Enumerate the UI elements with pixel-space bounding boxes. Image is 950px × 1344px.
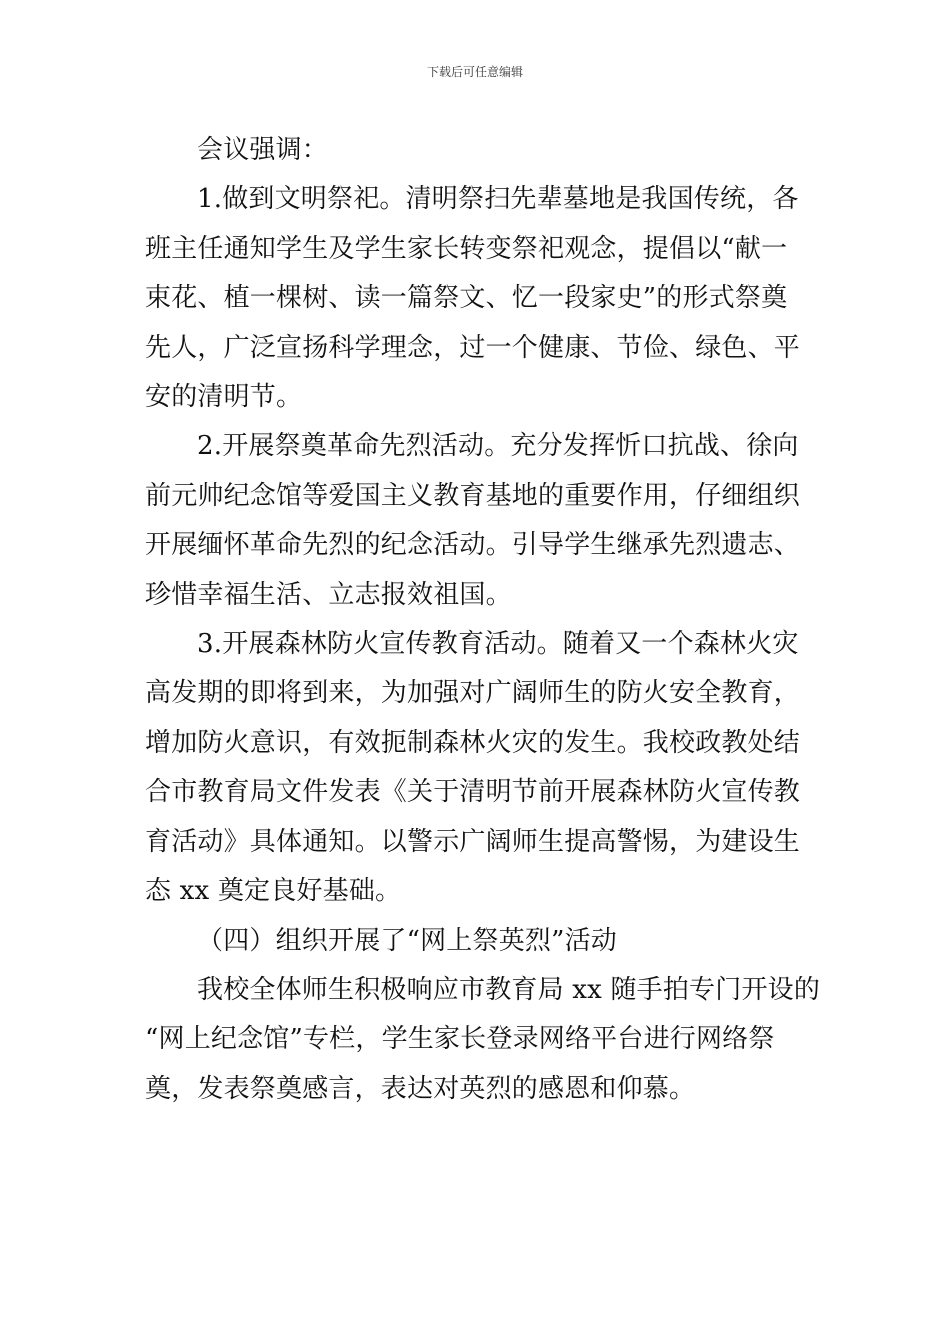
text-line: 育活动》具体通知。以警示广阔师生提高警惕，为建设生 [145,826,801,857]
section-heading-4 [145,917,807,966]
text-line: 班主任通知学生及学生家长转变祭祀观念，提倡以“献一 [145,233,788,264]
text-line: 会议强调： [197,135,329,165]
text-line: 态 xx 奠定良好基础。 [145,876,402,907]
paragraph-item-1 [145,175,807,422]
page-header-note: 下载后可任意编辑 [426,65,523,79]
text-line: 先人，广泛宣扬科学理念，过一个健康、节俭、绿色、平 [145,332,801,363]
text-line: 前元帅纪念馆等爱国主义教育基地的重要作用，仔细组织 [145,480,801,511]
paragraph-item-2 [145,422,807,620]
paragraph-online-memorial [145,966,821,1114]
paragraph-meeting-emphasis [145,126,807,175]
text-line: 我校全体师生积极响应市教育局 xx 随手拍专门开设的 [197,974,821,1005]
text-line: 珍惜幸福生活、立志报效祖国。 [145,579,512,610]
text-line: 1.做到文明祭祀。清明祭扫先辈墓地是我国传统，各 [197,184,799,215]
text-line: （四）组织开展了“网上祭英烈”活动 [197,925,617,956]
text-line: 高发期的即将到来，为加强对广阔师生的防火安全教育， [145,678,801,709]
paragraph-item-3 [145,620,807,916]
text-line: “网上纪念馆”专栏，学生家长登录网络平台进行网络祭 [145,1024,775,1055]
text-line: 安的清明节。 [145,382,303,413]
text-line: 增加防火意识，有效扼制森林火灾的发生。我校政教处结 [145,727,801,758]
text-line: 合市教育局文件发表《关于清明节前开展森林防火宣传教 [145,777,801,808]
text-line: 2.开展祭奠革命先烈活动。充分发挥忻口抗战、徐向 [197,431,799,462]
text-line: 束花、植一棵树、读一篇祭文、忆一段家史”的形式祭奠 [145,283,788,314]
text-line: 奠，发表祭奠感言，表达对英烈的感恩和仰慕。 [145,1073,696,1104]
text-line: 开展缅怀革命先烈的纪念活动。引导学生继承先烈遗志、 [145,530,801,561]
document-body [145,126,821,1114]
text-line: 3.开展森林防火宣传教育活动。随着又一个森林火灾 [197,629,799,660]
